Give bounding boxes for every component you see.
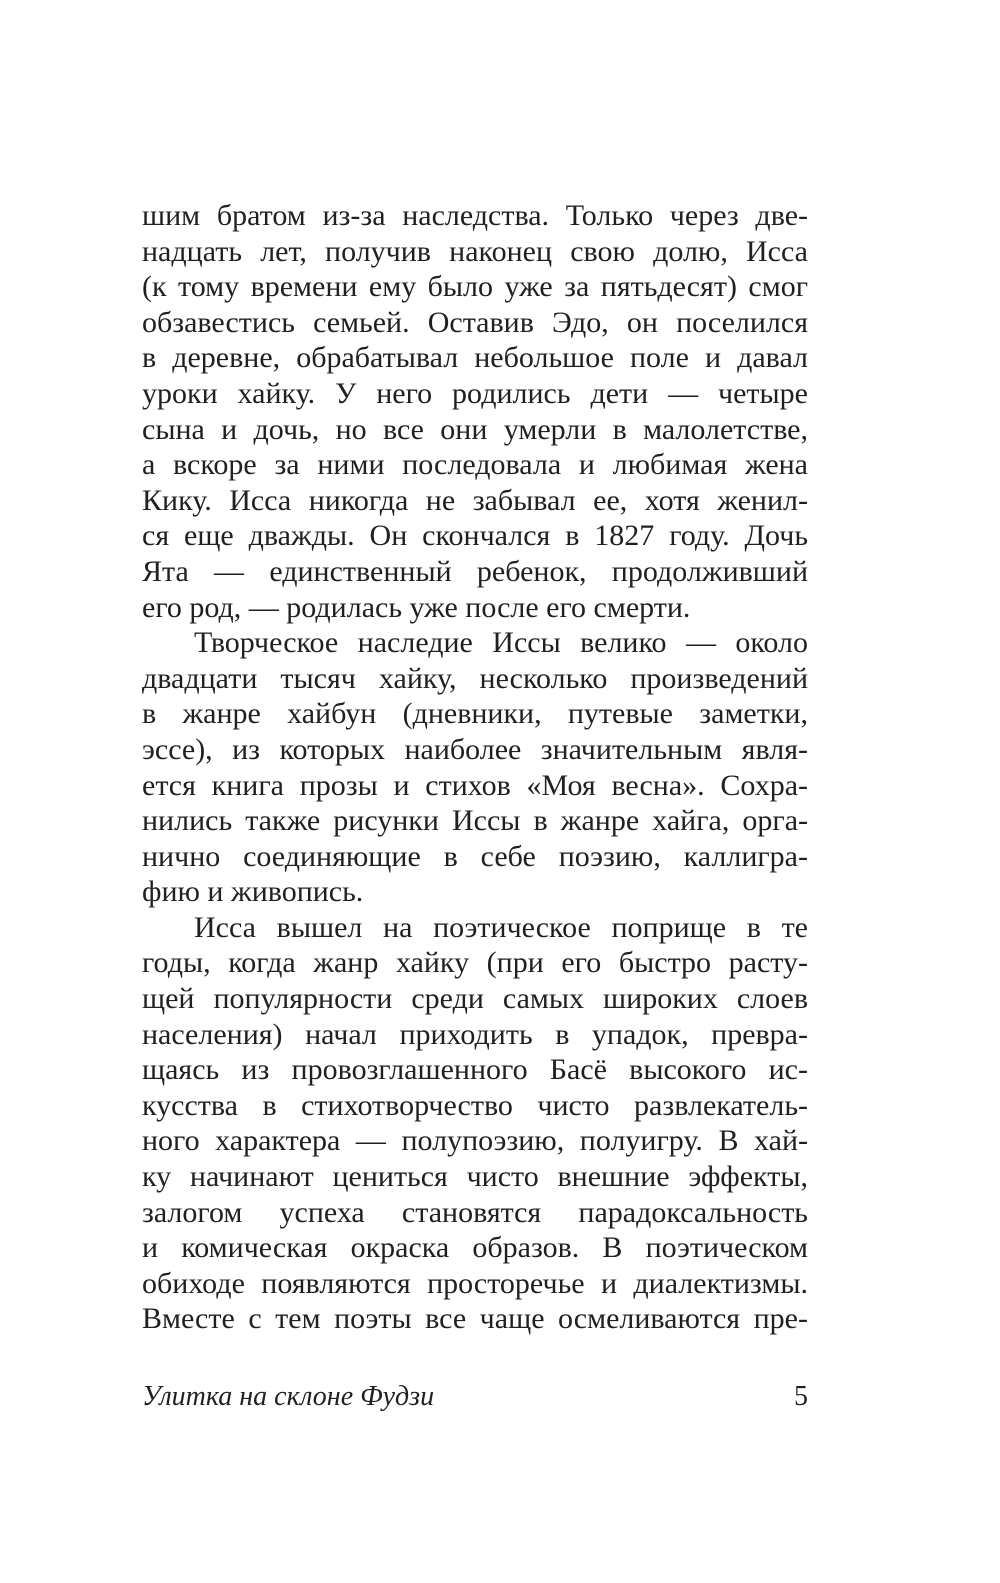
text-line: нично соединяющие в себе поэзию, каллигра- [142, 839, 808, 873]
text-line: фию и живопись. [142, 875, 364, 909]
text-line: в деревне, обрабатывал небольшое поле и давал [142, 341, 808, 375]
text-line: шим братом из-за наследства. Только через две- [142, 199, 808, 232]
text-line: двадцати тысяч хайку, несколько произведений [142, 661, 808, 695]
text-line: Ята — единственный ребенок, продолживший [142, 554, 808, 588]
text-line: (к тому времени ему было уже за пятьдесят) смог [142, 270, 808, 304]
page-footer [142, 1377, 808, 1417]
running-title: Улитка на склоне Фудзи [142, 1381, 435, 1412]
text-line: Кику. Исса никогда не забывал ее, хотя женил- [142, 483, 808, 517]
text-line: ного характера — полупоэзию, полуигру. В хай- [142, 1124, 808, 1158]
text-line: ку начинают цениться чисто внешние эффекты, [142, 1160, 808, 1194]
paragraph-1 [142, 198, 808, 625]
page-number: 5 [794, 1381, 808, 1412]
text-line: надцать лет, получив наконец свою долю, Исса [142, 234, 808, 268]
text-line: залогом успеха становятся парадоксальность [142, 1195, 808, 1229]
text-line: щаясь из провозглашенного Басё высокого ис- [142, 1053, 808, 1087]
text-line: сына и дочь, но все они умерли в малолетстве, [142, 412, 808, 446]
text-line: ся еще дважды. Он скончался в 1827 году. Дочь [142, 519, 808, 553]
text-line: уроки хайку. У него родились дети — четыре [142, 376, 808, 410]
text-line: эссе), из которых наиболее значительным явля- [142, 732, 808, 766]
text-line: населения) начал приходить в упадок, превра- [142, 1017, 808, 1051]
text-line: щей популярности среди самых широких слоев [142, 982, 808, 1016]
text-line: ется книга прозы и стихов «Моя весна». Сохра- [142, 768, 808, 802]
text-line: а вскоре за ними последовала и любимая жена [142, 448, 808, 482]
text-line: Творческое наследие Иссы велико — около [194, 626, 808, 660]
text-line: нились также рисунки Иссы в жанре хайга, орга- [142, 804, 808, 838]
text-line: его род, — родилась уже после его смерти. [142, 590, 691, 624]
text-line: и комическая окраска образов. В поэтическом [142, 1231, 808, 1265]
text-line: в жанре хайбун (дневники, путевые заметки, [142, 697, 808, 731]
text-line: Вместе с тем поэты все чаще осмеливаются пре- [142, 1302, 808, 1336]
text-line: годы, когда жанр хайку (при его быстро расту- [142, 946, 808, 980]
text-line: обзавестись семьей. Оставив Эдо, он поселился [142, 305, 808, 339]
text-line: Исса вышел на поэтическое поприще в те [194, 910, 808, 944]
paragraph-2 [142, 625, 808, 910]
paragraph-3 [142, 910, 808, 1337]
main-text [142, 198, 808, 1337]
text-line: кусства в стихотворчество чисто развлекатель- [142, 1088, 808, 1122]
text-line: обиходе появляются просторечье и диалектизмы. [142, 1266, 808, 1300]
